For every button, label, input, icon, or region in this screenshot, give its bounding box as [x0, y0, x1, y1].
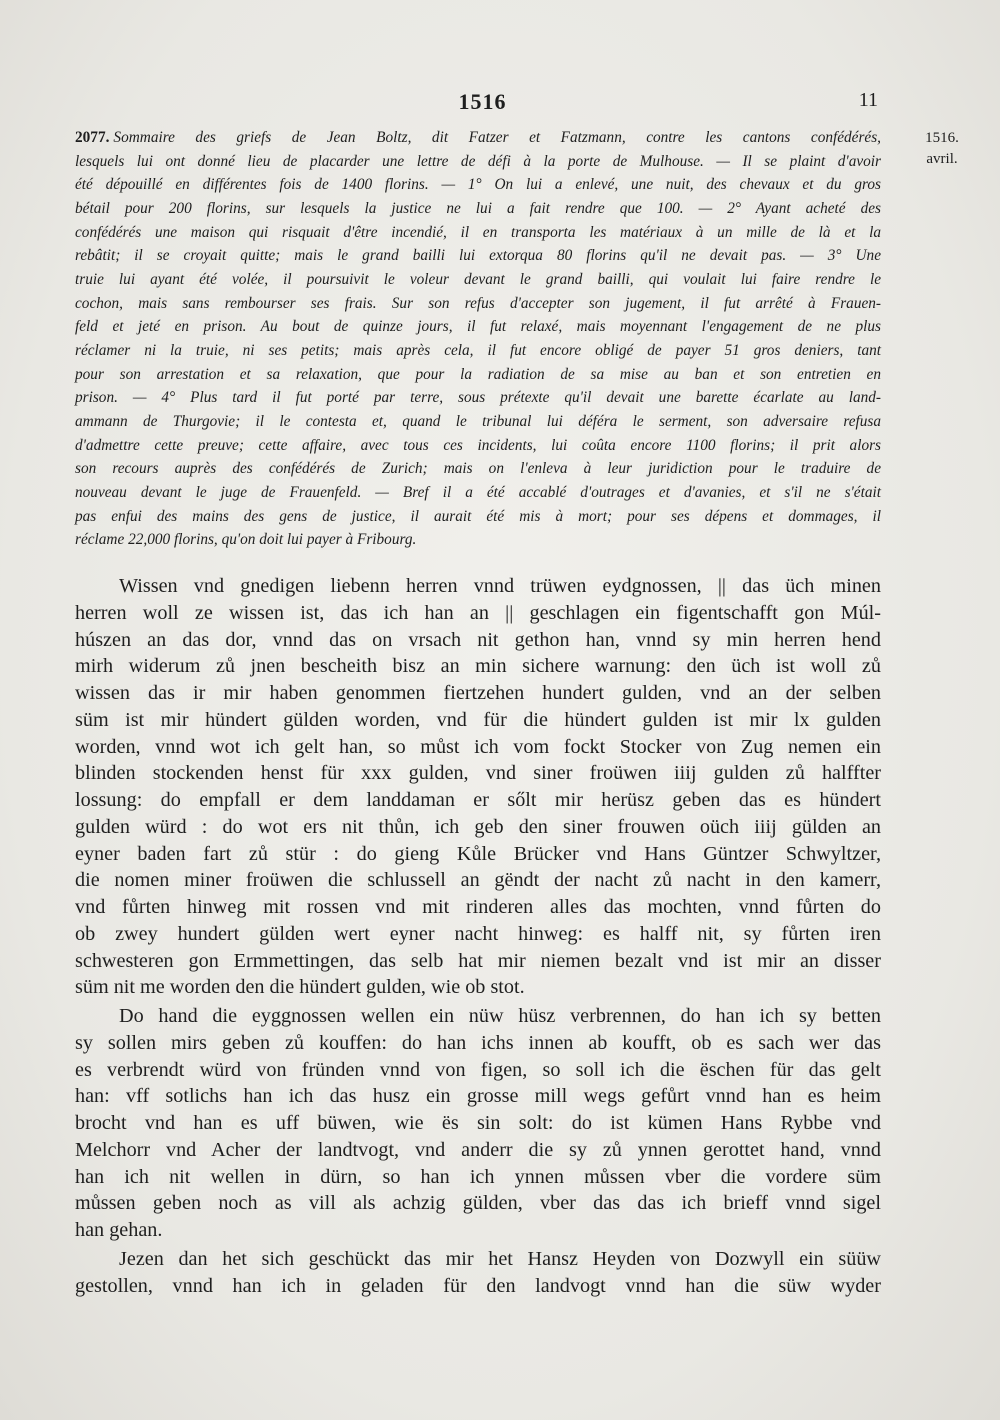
- document-body: [75, 573, 881, 1301]
- summary-line: pour son arrestation et sa relaxation, que pour la radiation de sa mise au ban et son entretien en: [75, 365, 881, 383]
- summary-line: nouveau devant le juge de Frauenfeld. — Bref il a été accablé d'outrages et d'avanies, et s'il ne s'était: [75, 483, 881, 501]
- body-line: han gehan.: [75, 1219, 163, 1241]
- summary-line: prison. — 4° Plus tard il fut porté par terre, sous prétexte qu'il devait une barette écarlate au land-: [75, 389, 881, 407]
- body-line: schwesteren gon Ermmettingen, das selb hat mir niemen bezalt vnd ist mir an disser: [75, 949, 881, 972]
- body-line: worden, vnnd wot ich gelt han, so můst ich vom fockt Stocker von Zug nemen ein: [75, 735, 881, 758]
- page-number: 11: [858, 89, 878, 111]
- summary-line: réclamer ni la truie, ni ses petits; mais après cela, il fut encore obligé de payer 51 gros deniers, tant: [75, 341, 881, 359]
- entry-number: 2077.: [75, 129, 110, 146]
- body-line: han ich nit wellen in dürn, so han ich ynnen můssen vber die vordere süm: [75, 1165, 881, 1188]
- body-line: brocht vnd han es uff büwen, wie ës sin solt: do ist kümen Hans Rybbe vnd: [75, 1112, 881, 1134]
- body-line: vnd fůrten hinweg mit rossen vnd mit rinderen alles das mochten, vnnd fůrten do: [75, 896, 881, 918]
- body-line: herren woll ze wissen ist, das ich han an || geschlagen ein figentschafft gon Múl-: [75, 601, 881, 624]
- body-line: die nomen miner froüwen die schlussell an gëndt der nacht zů nacht in den kamerr,: [75, 869, 881, 892]
- body-line: es verbrendt würd von fründen vnnd von figen, so soll ich die ëschen für das gelt: [75, 1058, 881, 1081]
- body-line: Melchorr vnd Acher der landtvogt, vnd anderr die sy zů ynnen gerottet hand, vnnd: [75, 1138, 881, 1161]
- page-header-year: 1516: [458, 89, 507, 114]
- body-line: blinden stockenden henst für xxx gulden, vnd siner froüwen iiij gulden zů halffter: [75, 762, 881, 785]
- body-line: süm ist mir hündert gülden worden, vnd für die hündert gulden ist mir lx gulden: [75, 708, 881, 731]
- body-line: Jezen dan het sich geschückt das mir het Hansz Heyden von Dozwyll ein süüw: [119, 1247, 881, 1270]
- body-line: han: vff sotlichs han ich das husz ein grosse mill wegs gefůrt vnnd han es heim: [75, 1085, 881, 1108]
- body-paragraph: [75, 1003, 881, 1244]
- body-line: gulden würd : do wot ers nit thůn, ich geb den siner frouwen oüch iiij gülden an: [75, 815, 881, 838]
- summary-line: bétail pour 200 florins, sur lesquels la justice ne lui a fait rendre que 100. — 2° Ayant acheté des: [75, 199, 881, 217]
- summary-line: confédérés une maison qui risquait d'être incendié, il en transporta les matériaux à un mille de là et la: [75, 223, 881, 241]
- body-line: mirh widerum zů jnen bescheith bisz an min sichere warnung: den üch ist woll zů: [75, 655, 881, 678]
- summary-line: truie lui ayant été volée, il poursuivit le voleur devant le grand bailli, qui voulait lui faire rendre le: [75, 270, 881, 288]
- body-line: wissen das ir mir haben genommen fiertzehen hundert gulden, vnd an der selben: [75, 682, 881, 704]
- body-line: ob zwey hundert gülden wert eyner nacht hinweg: es halff nit, sy fůrten iren: [75, 922, 881, 945]
- summary-line: feld et jeté en prison. Au bout de quinze jours, il fut relaxé, mais moyennant l'engagement de ne plus: [75, 318, 881, 336]
- summary-line: réclame 22,000 florins, qu'on doit lui payer à Fribourg.: [75, 531, 417, 549]
- body-line: můssen geben noch as vill als achzig gülden, vber das das ich brieff vnnd sigel: [75, 1192, 881, 1215]
- body-line: süm nit me worden den die hündert gulden, wie ob stot.: [75, 976, 525, 999]
- body-line: Do hand die eyggnossen wellen ein nüw hüsz verbrennen, do han ich sy betten: [119, 1005, 881, 1027]
- summary-line: ammann de Thurgovie; il le contesta et, quand le tribunal lui déféra le serment, son adversaire refusa: [75, 412, 881, 430]
- summary-line: rebâtit; il se croyait quitte; mais le grand bailli lui extorqua 80 florins qu'il ne devait pas. — 3° Une: [75, 247, 881, 265]
- summary-line: été dépouillé en différentes fois de 1400 florins. — 1° On lui a enlevé, une nuit, des chevaux et du gros: [75, 176, 881, 194]
- body-paragraph: [75, 573, 881, 1001]
- body-line: sy sollen mirs geben zů kouffen: do han ichs innen ab koufft, ob es sach wer das: [75, 1031, 881, 1054]
- body-line: húszen an das dor, vnnd das on vrsach nit gethon han, vnnd sy min herren hend: [75, 628, 881, 651]
- summary-line: d'admettre cette preuve; cette affaire, avec tous ces incidents, lui coûta encore 1100 florins; il prit alors: [75, 436, 881, 454]
- body-line: lossung: do empfall er dem landdaman er sőlt mir herüsz geben das es hündert: [75, 789, 881, 811]
- margin-month: avril.: [926, 151, 958, 167]
- body-paragraph: [75, 1246, 881, 1300]
- body-line: gestollen, vnnd han ich in geladen für den landvogt vnnd han die süw wyder: [75, 1274, 881, 1297]
- summary-line: cochon, mais sans rembourser ses frais. Sur son refus d'accepter son jugement, il fut arrêté à Frauen-: [75, 294, 881, 312]
- summary-line: 2077. Sommaire des griefs de Jean Boltz, dit Fatzer et Fatzmann, contre les cantons confédérés,: [75, 129, 881, 146]
- summary-line: pas enfui des mains des gens de justice, il aurait été mis à mort; pour ses dépens et dommages, il: [75, 507, 881, 525]
- summary-line: son recours auprès des confédérés de Zurich; mais on l'enleva à leur juridiction pour le traduire de: [75, 460, 881, 478]
- margin-year: 1516.: [925, 130, 959, 146]
- body-line: Wissen vnd gnedigen liebenn herren vnnd trüwen eydgnossen, || das üch minen: [119, 575, 881, 597]
- entry-summary: [75, 126, 881, 552]
- summary-line: lesquels lui ont donné lieu de placarder une lettre de défi à la porte de Mulhouse. — Il se plaint d'avoir: [75, 152, 881, 170]
- margin-date-note: [912, 128, 972, 170]
- body-line: eyner baden fart zů stür : do gieng Kůle Brücker vnd Hans Güntzer Schwyltzer,: [75, 842, 881, 865]
